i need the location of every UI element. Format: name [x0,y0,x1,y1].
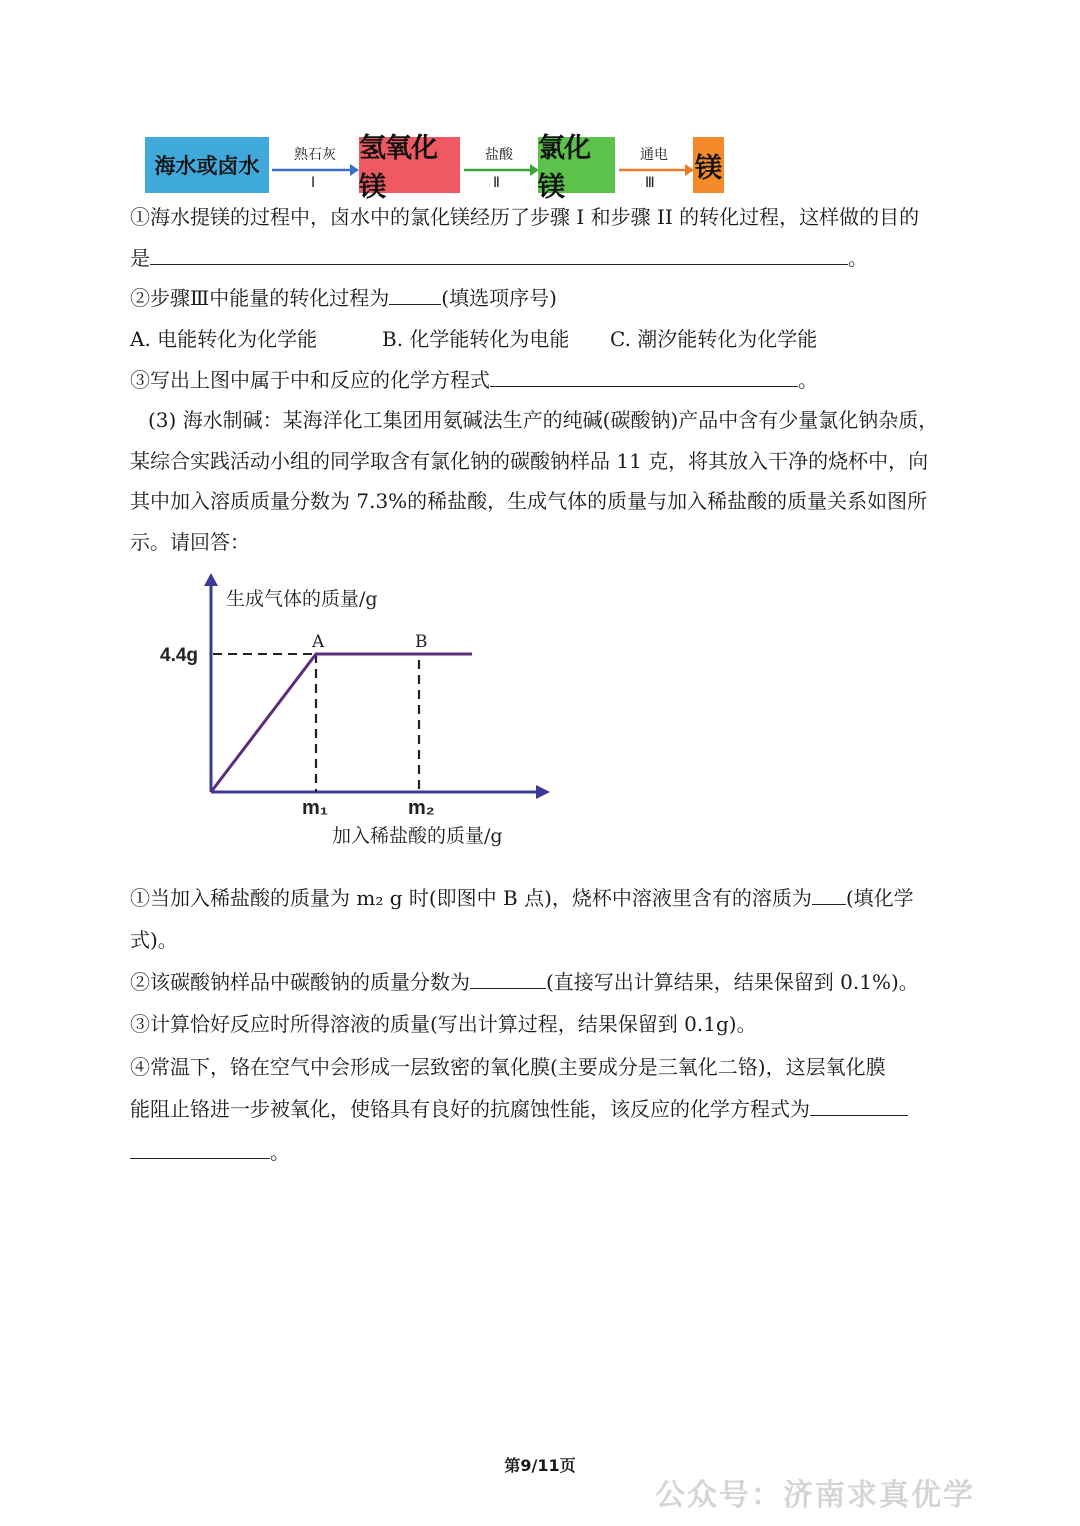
option-a: A. 电能转化为化学能 [130,327,318,351]
part2-q2-end: (填选项序号) [441,286,557,310]
part3-q4-line2-text: 能阻止铬进一步被氧化，使铬具有良好的抗腐蚀性能，该反应的化学方程式为 [130,1097,810,1121]
answer-blank-p3q4a[interactable] [810,1097,908,1116]
part3-intro-line2: 某综合实践活动小组的同学取含有氯化钠的碳酸钠样品 11 克，将其放入干净的烧杯中，向 [130,449,929,473]
flow-arrow1-label: 熟石灰 [294,147,336,163]
flow-box-magnesium-hydroxide: 氢氧化镁 [359,137,460,193]
flow-box-seawater: 海水或卤水 [145,137,269,193]
gas-mass-chart [140,570,570,860]
part2-q2 [130,284,557,312]
part3-intro-line1: (3) 海水制碱：某海洋化工集团用氨碱法生产的纯碱(碳酸钠)产品中含有少量氯化钠杂质， [148,408,939,432]
part2-q1-line2-end: 。 [848,246,868,270]
answer-blank-q3[interactable] [490,368,798,387]
option-b: B. 化学能转化为电能 [382,327,570,351]
answer-blank-q2[interactable] [389,286,441,305]
y-axis [204,573,218,792]
watermark: 公众号：济南求真优学 [655,1478,975,1513]
part3-q2-start: ②该碳酸钠样品中碳酸钠的质量分数为 [130,970,470,994]
part2-q3-start: ③写出上图中属于中和反应的化学方程式 [130,368,490,392]
y-tick-label-4.4g: 4.4g [160,645,199,666]
part3-q4-line2 [130,1095,908,1123]
point-label-b: B [415,632,428,652]
part2-q1-line1: ①海水提镁的过程中，卤水中的氯化镁经历了步骤 I 和步骤 II 的转化过程，这样做的目的 [130,205,920,229]
x-axis-label: 加入稀盐酸的质量/g [332,825,503,847]
flow-arrow-3 [617,160,695,180]
part2-q3-end: 。 [798,368,818,392]
x-axis [211,785,550,799]
x-tick-label-m1: m₁ [302,797,329,819]
page-number: 第9/11页 [504,1456,576,1475]
answer-blank-p3q1[interactable] [812,886,846,905]
flow-arrow3-label: 通电 [640,147,668,163]
flow-box-magnesium: 镁 [693,137,724,193]
part2-q1-line2-start: 是 [130,246,150,270]
flow-arrow2-label: 盐酸 [485,147,513,163]
part2-q3 [130,366,818,394]
answer-blank-p3q2[interactable] [470,970,546,989]
part3-q2-end: (直接写出计算结果，结果保留到 0.1%)。 [546,970,919,994]
part2-q2-start: ②步骤Ⅲ中能量的转化过程为 [130,286,390,310]
flow-arrow3-step: Ⅲ [645,175,655,191]
part3-q4-line3 [130,1138,290,1166]
point-label-a: A [312,632,325,652]
flow-arrow1-step: Ⅰ [311,175,316,191]
part2-options [130,325,817,353]
y-axis-label: 生成气体的质量/g [226,588,378,610]
answer-blank-p3q4b[interactable] [130,1140,270,1159]
part3-q2 [130,968,919,996]
part3-q4-line3-end: 。 [270,1140,290,1164]
option-c: C. 潮汐能转化为化学能 [610,327,818,351]
part3-intro-line4: 示。请回答： [130,530,250,554]
part3-q3: ③计算恰好反应时所得溶液的质量(写出计算过程，结果保留到 0.1g)。 [130,1012,757,1036]
part3-q1-start: ①当加入稀盐酸的质量为 m₂ g 时(即图中 B 点)，烧杯中溶液里含有的溶质为 [130,886,812,910]
x-tick-label-m2: m₂ [408,797,435,819]
flow-arrow-2 [462,160,540,180]
part3-q1-line1 [130,884,914,912]
part3-q1-end: (填化学 [845,886,914,910]
part3-q4-line1: ④常温下，铬在空气中会形成一层致密的氧化膜(主要成分是三氧化二铬)，这层氧化膜 [130,1055,886,1079]
part3-q1-line2: 式)。 [130,928,178,952]
answer-blank-q1[interactable] [150,246,848,265]
flow-arrow2-step: Ⅱ [493,175,500,191]
gas-series-line [211,654,472,792]
part2-q1-line2 [130,244,868,272]
part3-intro-line3: 其中加入溶质质量分数为 7.3%的稀盐酸，生成气体的质量与加入稀盐酸的质量关系如图所 [130,489,928,513]
flow-box-magnesium-chloride: 氯化镁 [538,137,615,193]
